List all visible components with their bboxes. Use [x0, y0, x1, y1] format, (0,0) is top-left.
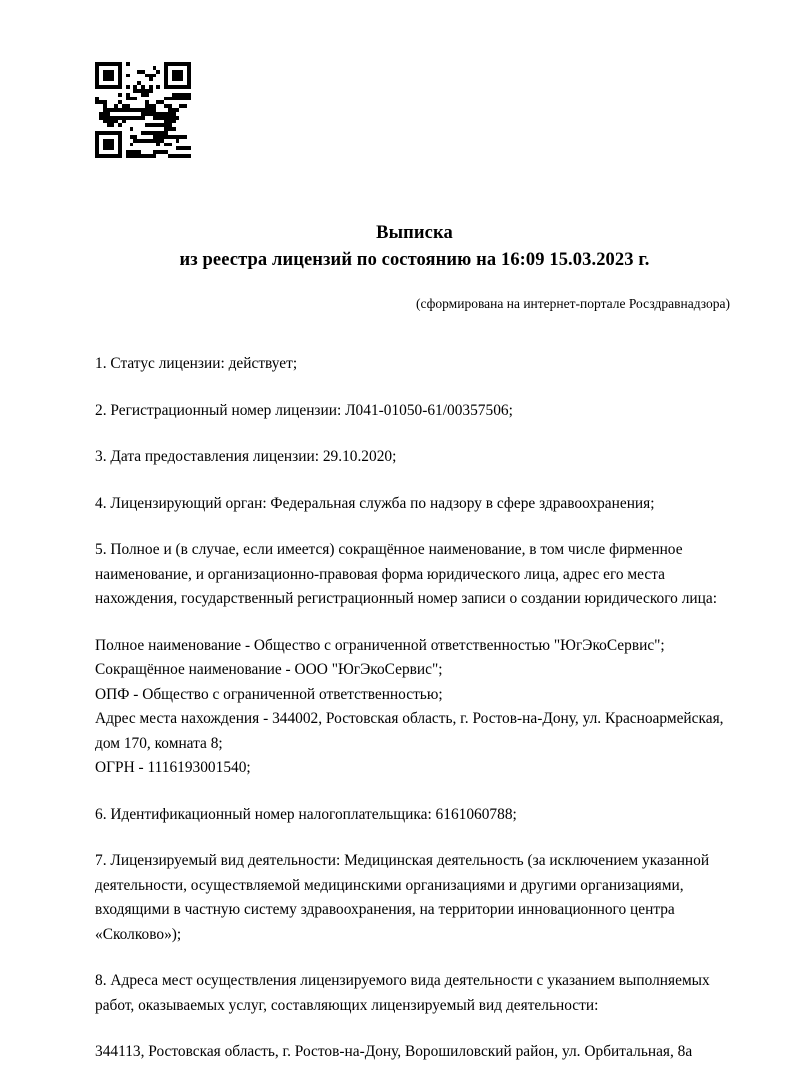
clause-8: 8. Адреса мест осуществления лицензируемого вида деятельности с указанием выполняемых работ, оказываемых услуг, составляющих лицензируемый вид деятельности:	[95, 972, 710, 1014]
qr-code-matrix	[95, 62, 191, 158]
activity-address: 344113, Ростовская область, г. Ростов-на-Дону, Ворошиловский район, ул. Орбитальная, 8а	[95, 1043, 693, 1060]
source-note: (сформирована на интернет-портале Росздравнадзора)	[415, 296, 730, 311]
document-body	[95, 352, 734, 1065]
clause-4: 4. Лицензирующий орган: Федеральная служба по надзору в сфере здравоохранения;	[95, 494, 655, 512]
entity-details	[95, 634, 734, 781]
clause-5: 5. Полное и (в случае, если имеется) сокращённое наименование, в том числе фирменное наименование, и организационно-правовая форма юридического лица, адрес его места нахождения, государственный регистрационный номер записи о создании юридического лица:	[95, 541, 717, 607]
page-title: Выписка	[376, 223, 453, 243]
entity-legal-form: ОПФ - Общество с ограниченной ответственностью;	[95, 685, 443, 703]
document-title-block	[95, 220, 734, 274]
entity-short-name: Сокращённое наименование - ООО "ЮгЭкоСервис";	[95, 661, 443, 678]
clause-1: 1. Статус лицензии: действует;	[95, 355, 298, 372]
page-subtitle-line: из реестра лицензий по состоянию на 16:09 15.03.2023 г.	[179, 250, 650, 270]
qr-code	[95, 62, 191, 158]
entity-ogrn: ОГРН - 1116193001540;	[95, 759, 251, 776]
clause-6: 6. Идентификационный номер налогоплательщика: 6161060788;	[95, 805, 517, 823]
entity-full-name: Полное наименование - Общество с ограниченной ответственностью "ЮгЭкоСервис";	[95, 636, 665, 654]
clause-3: 3. Дата предоставления лицензии: 29.10.2020;	[95, 448, 397, 465]
clause-2: 2. Регистрационный номер лицензии: Л041-01050-61/00357506;	[95, 401, 513, 419]
entity-address: Адрес места нахождения - 344002, Ростовская область, г. Ростов-на-Дону, ул. Красноармейская, дом 170, комната 8;	[95, 710, 724, 752]
clause-7: 7. Лицензируемый вид деятельности: Медицинская деятельность (за исключением указанной деятельности, осуществляемой медицинскими организациями и другими организациями, входящими в частную систему здравоохранения, на территории инновационного центра «Сколково»);	[95, 852, 710, 943]
